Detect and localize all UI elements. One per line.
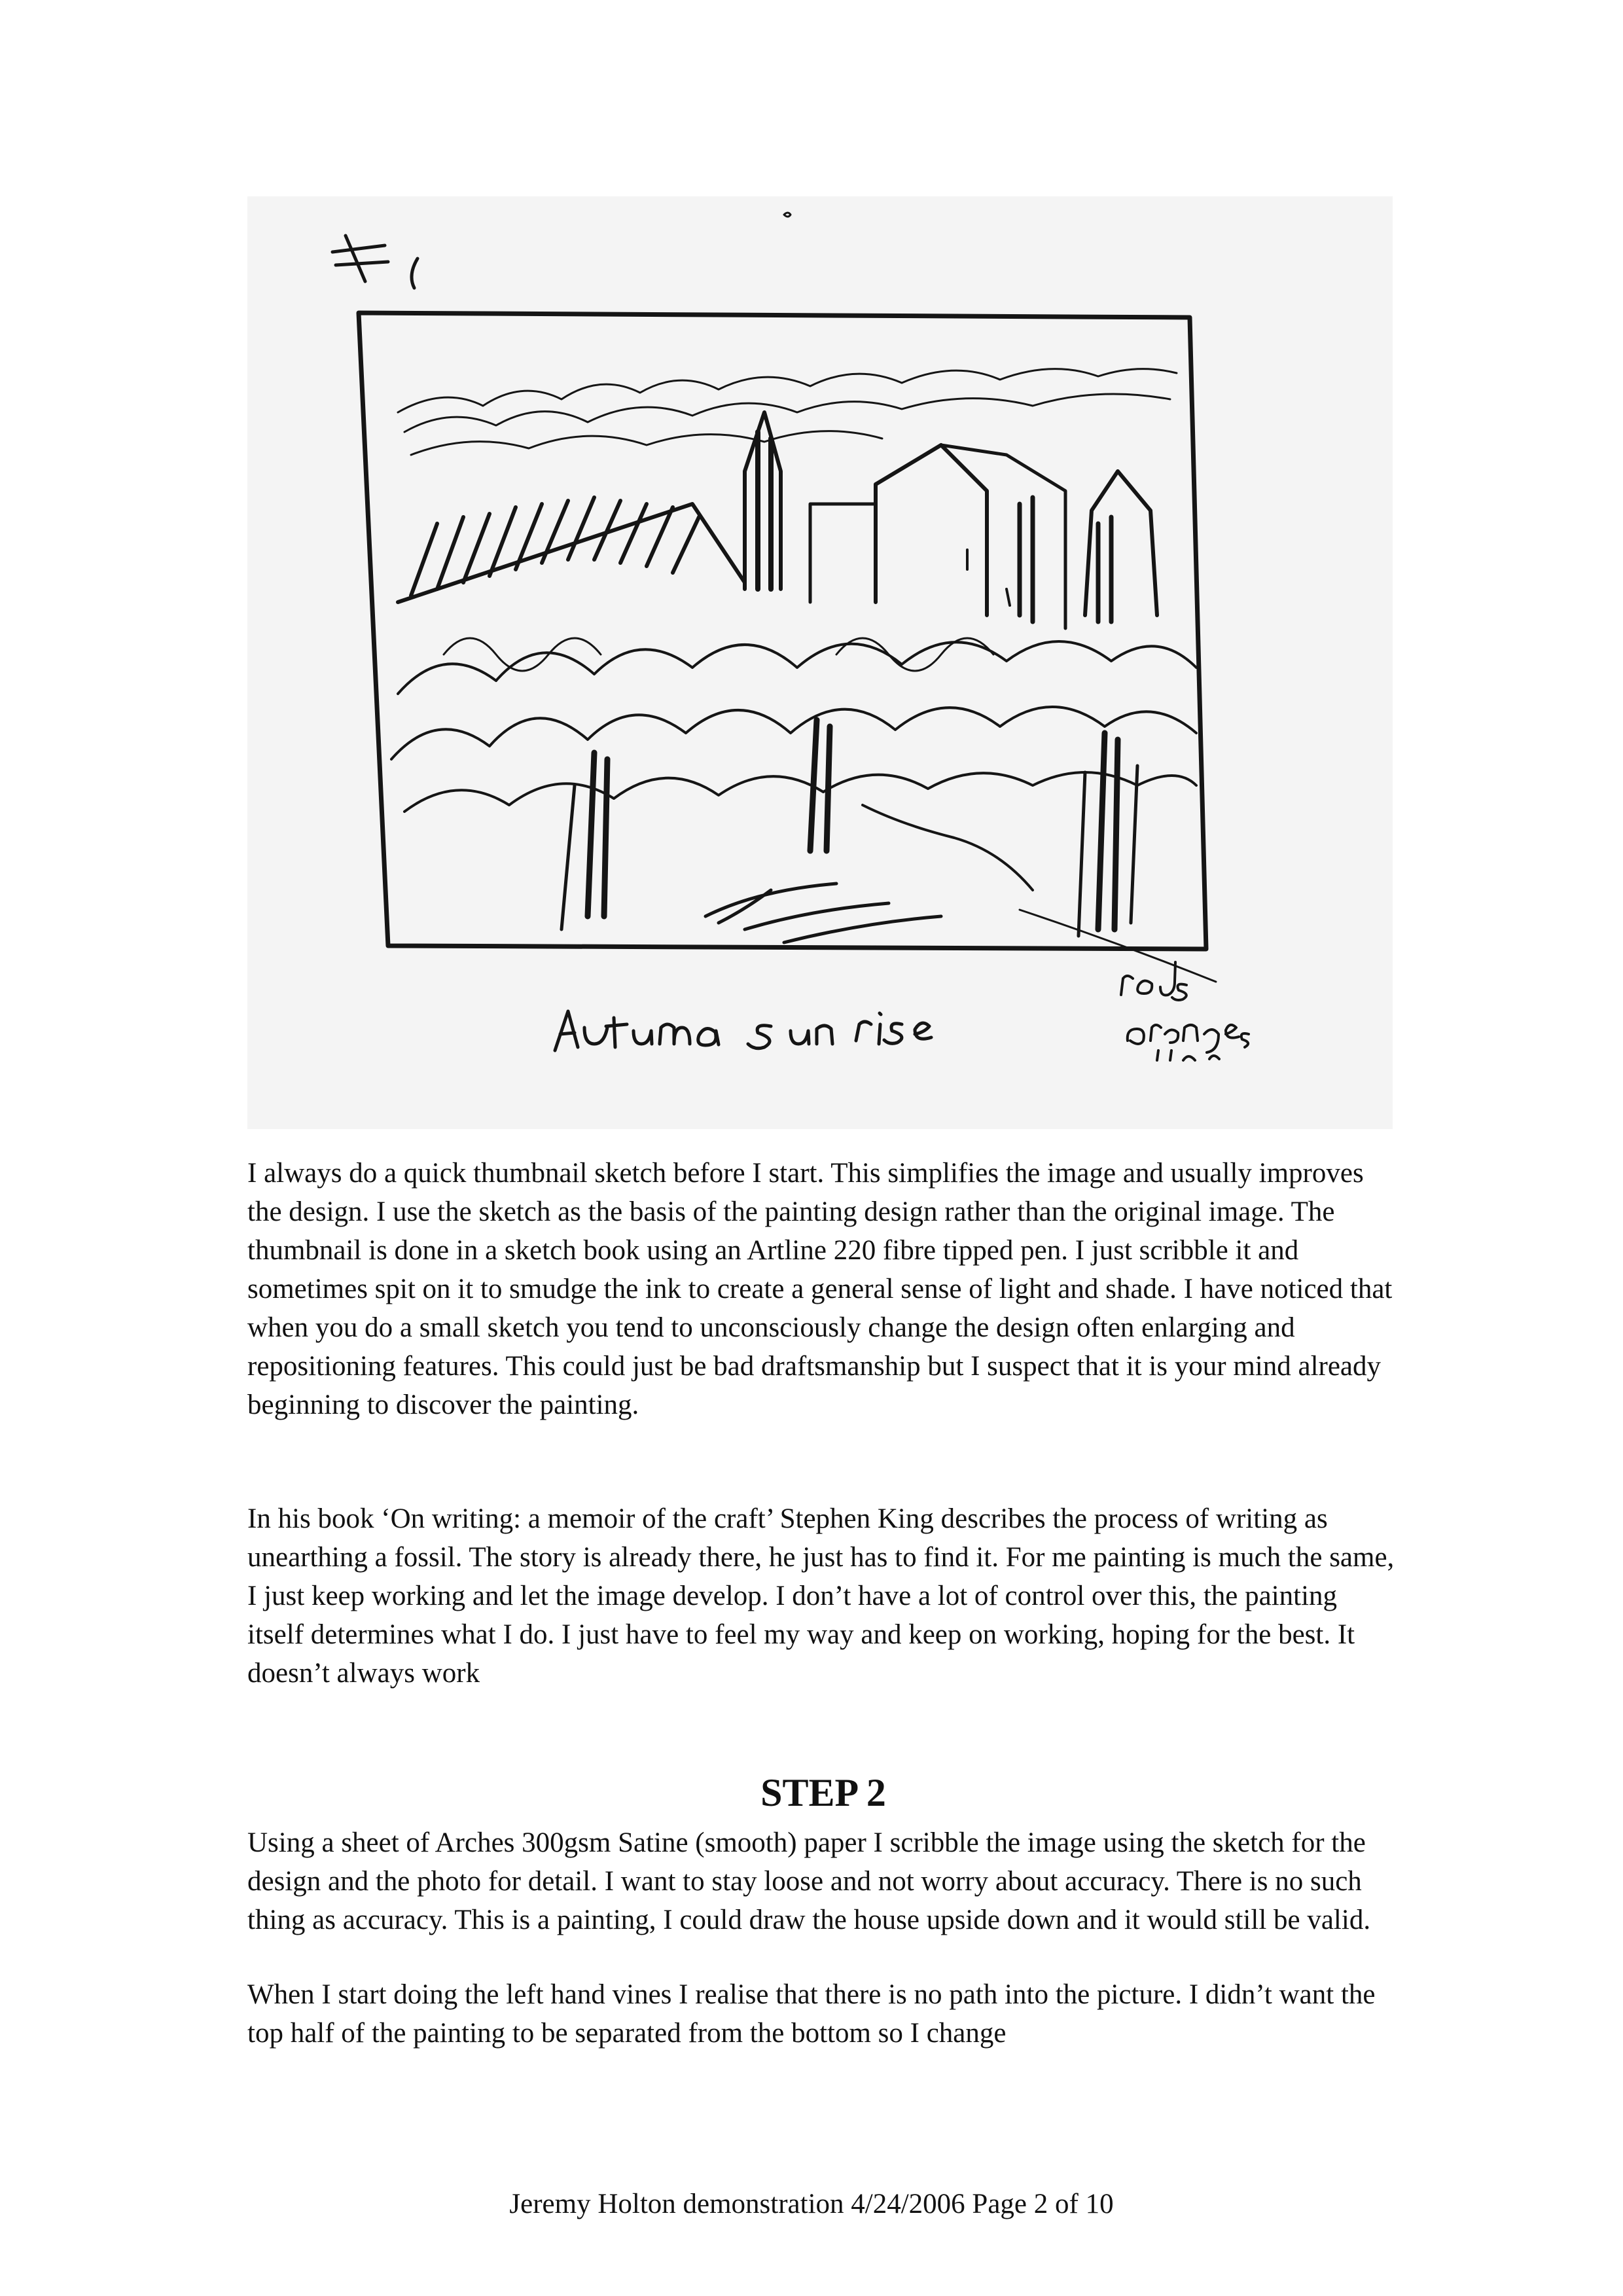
step-heading: STEP 2 [760,1771,886,1814]
paragraph-thumbnail-sketch: I always do a quick thumbnail sketch before I start. This simplifies the image and usually improves the design. I use the sketch as the basis of the painting design rather than the original image. The thumbnail is done in a sketch book using an Artline 220 fibre tipped pen. I just scribble it and sometimes spit on it to smudge the ink to create a general sense of light and shade. I have noticed that when you do a small sketch you tend to unconsciously change the design often enlarging and repositioning features. This could just be bad draftsmanship but I suspect that it is your mind already beginning to discover the painting. [247,1158,1393,1420]
paragraph-left-hand-vines: When I start doing the left hand vines I realise that there is no path into the picture. I didn’t want the top half of the painting to be separated from the bottom so I change [247,1979,1376,2049]
thumbnail-sketch-image [247,196,1393,1129]
page-footer: Jeremy Holton demonstration 4/24/2006 Page 2 of 10 [509,2189,1114,2219]
paragraph-stephen-king: In his book ‘On writing: a memoir of the craft’ Stephen King describes the process of writing as unearthing a fossil. The story is already there, he just has to find it. For me painting is much the same, I just keep working and let the image develop. I don’t have a lot of control over this, the painting itself determines what I do. I just have to feel my way and keep on working, hoping for the best. It doesn’t always work [247,1503,1395,1689]
paragraph-arches-paper: Using a sheet of Arches 300gsm Satine (smooth) paper I scribble the image using the sketch for the design and the photo for detail. I want to stay loose and not worry about accuracy. There is no such thing as accuracy. This is a painting, I could draw the house upside down and it would still be valid. [247,1827,1371,1935]
